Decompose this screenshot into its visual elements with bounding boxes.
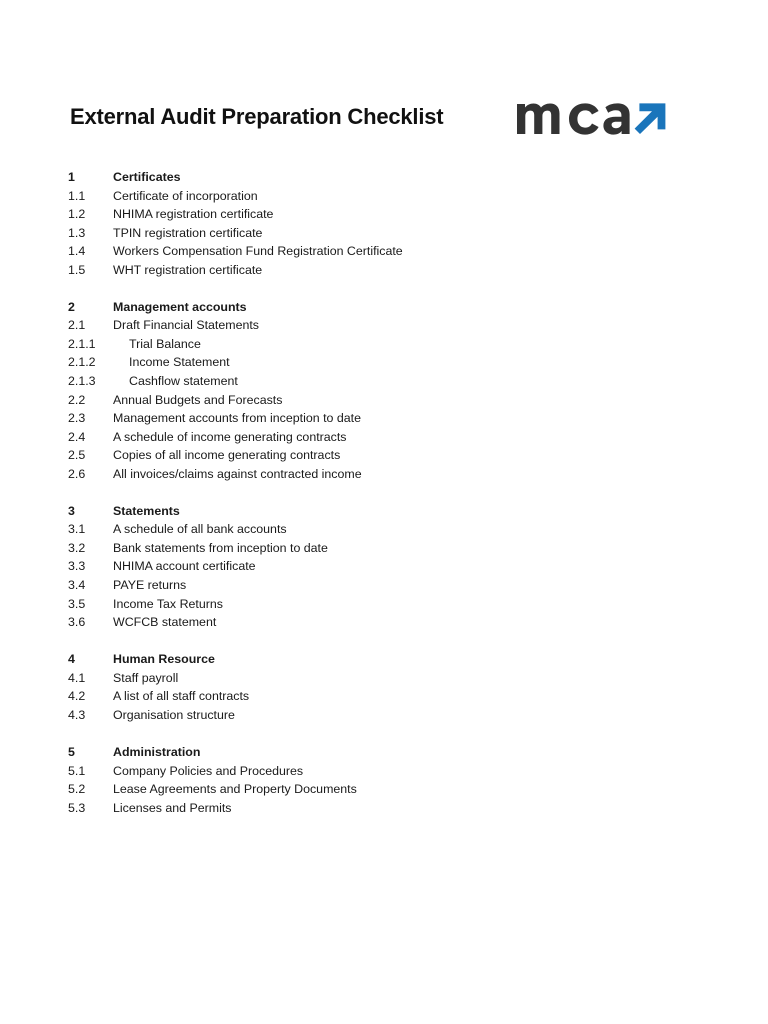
arrow-up-right-icon	[635, 103, 666, 134]
section-number: 3	[68, 503, 75, 518]
checklist-item	[68, 687, 708, 706]
checklist-item	[68, 762, 708, 781]
item-number: 1.4	[68, 244, 86, 259]
item-text: All invoices/claims against contracted income	[113, 466, 362, 481]
checklist-item	[68, 446, 708, 465]
checklist-item	[68, 613, 708, 632]
item-text: Management accounts from inception to date	[113, 411, 361, 426]
item-number: 1.3	[68, 225, 86, 240]
checklist-item	[68, 205, 708, 224]
item-number: 3.1	[68, 522, 86, 537]
checklist-item	[68, 669, 708, 688]
section-number: 2	[68, 299, 75, 314]
section-number: 4	[68, 652, 75, 667]
checklist-subitem	[68, 335, 708, 354]
item-number: 4.1	[68, 670, 86, 685]
item-number: 3.4	[68, 578, 86, 593]
item-text: Income Tax Returns	[113, 596, 223, 611]
item-number: 4.2	[68, 689, 86, 704]
item-number: 2.1	[68, 318, 86, 333]
checklist-item	[68, 316, 708, 335]
checklist-subitem	[68, 372, 708, 391]
item-text: Cashflow statement	[129, 374, 238, 389]
item-text: Staff payroll	[113, 670, 179, 685]
item-text: Annual Budgets and Forecasts	[113, 392, 283, 407]
item-text: Draft Financial Statements	[113, 318, 259, 333]
item-number: 2.3	[68, 411, 86, 426]
section-title: Administration	[113, 744, 201, 759]
item-text: Organisation structure	[113, 707, 235, 722]
item-number: 5.1	[68, 763, 86, 778]
section-title: Certificates	[113, 170, 181, 184]
item-text: Licenses and Permits	[113, 800, 232, 815]
item-number: 1.2	[68, 207, 86, 222]
item-text: NHIMA account certificate	[113, 559, 256, 574]
checklist-item	[68, 187, 708, 206]
item-number: 2.1.2	[68, 355, 96, 370]
checklist-item	[68, 799, 708, 818]
checklist-section	[68, 298, 708, 483]
checklist-item	[68, 391, 708, 410]
item-number: 2.6	[68, 466, 86, 481]
logo-lettering	[517, 103, 630, 134]
item-number: 2.5	[68, 448, 86, 463]
checklist-section	[68, 650, 708, 724]
checklist-item	[68, 780, 708, 799]
item-text: NHIMA registration certificate	[113, 207, 274, 222]
item-number: 5.3	[68, 800, 86, 815]
checklist-item	[68, 706, 708, 725]
checklist-item	[68, 557, 708, 576]
item-text: Trial Balance	[129, 336, 201, 351]
item-number: 1.1	[68, 188, 86, 203]
item-number: 1.5	[68, 262, 86, 277]
item-text: TPIN registration certificate	[113, 225, 263, 240]
item-number: 3.2	[68, 540, 86, 555]
item-number: 2.4	[68, 429, 86, 444]
item-text: PAYE returns	[113, 578, 187, 593]
section-heading	[68, 298, 708, 317]
checklist-section	[68, 743, 708, 817]
section-heading	[68, 743, 708, 762]
checklist-section	[68, 168, 708, 279]
item-number: 3.6	[68, 615, 86, 630]
item-text: A schedule of income generating contracts	[113, 429, 347, 444]
page-title: External Audit Preparation Checklist	[70, 104, 444, 129]
checklist-item	[68, 520, 708, 539]
checklist-subitem	[68, 353, 708, 372]
item-text: A list of all staff contracts	[113, 689, 250, 704]
section-title: Statements	[113, 503, 180, 518]
mca-logo	[516, 100, 668, 136]
checklist-item	[68, 261, 708, 280]
item-text: WCFCB statement	[113, 615, 217, 630]
checklist-item	[68, 428, 708, 447]
item-text: Company Policies and Procedures	[113, 763, 304, 778]
item-text: Lease Agreements and Property Documents	[113, 782, 357, 797]
checklist-item	[68, 409, 708, 428]
item-text: A schedule of all bank accounts	[113, 522, 287, 537]
section-title: Human Resource	[113, 652, 215, 667]
item-text: Workers Compensation Fund Registration Certificate	[113, 244, 403, 259]
item-number: 2.2	[68, 392, 86, 407]
item-number: 3.5	[68, 596, 86, 611]
section-heading	[68, 502, 708, 521]
checklist-item	[68, 576, 708, 595]
section-heading	[68, 650, 708, 669]
section-title: Management accounts	[113, 299, 247, 314]
checklist-item	[68, 242, 708, 261]
checklist-item	[68, 595, 708, 614]
checklist-item	[68, 465, 708, 484]
section-heading	[68, 168, 708, 187]
item-text: WHT registration certificate	[113, 262, 263, 277]
item-text: Certificate of incorporation	[113, 188, 258, 203]
item-text: Copies of all income generating contracts	[113, 448, 341, 463]
item-number: 2.1.1	[68, 336, 96, 351]
checklist-section	[68, 502, 708, 632]
item-text: Income Statement	[129, 355, 230, 370]
checklist	[68, 168, 708, 836]
checklist-item	[68, 539, 708, 558]
item-text: Bank statements from inception to date	[113, 540, 328, 555]
item-number: 5.2	[68, 782, 86, 797]
item-number: 2.1.3	[68, 374, 96, 389]
section-number: 5	[68, 744, 75, 759]
checklist-item	[68, 224, 708, 243]
item-number: 4.3	[68, 707, 86, 722]
section-number: 1	[68, 170, 75, 184]
item-number: 3.3	[68, 559, 86, 574]
